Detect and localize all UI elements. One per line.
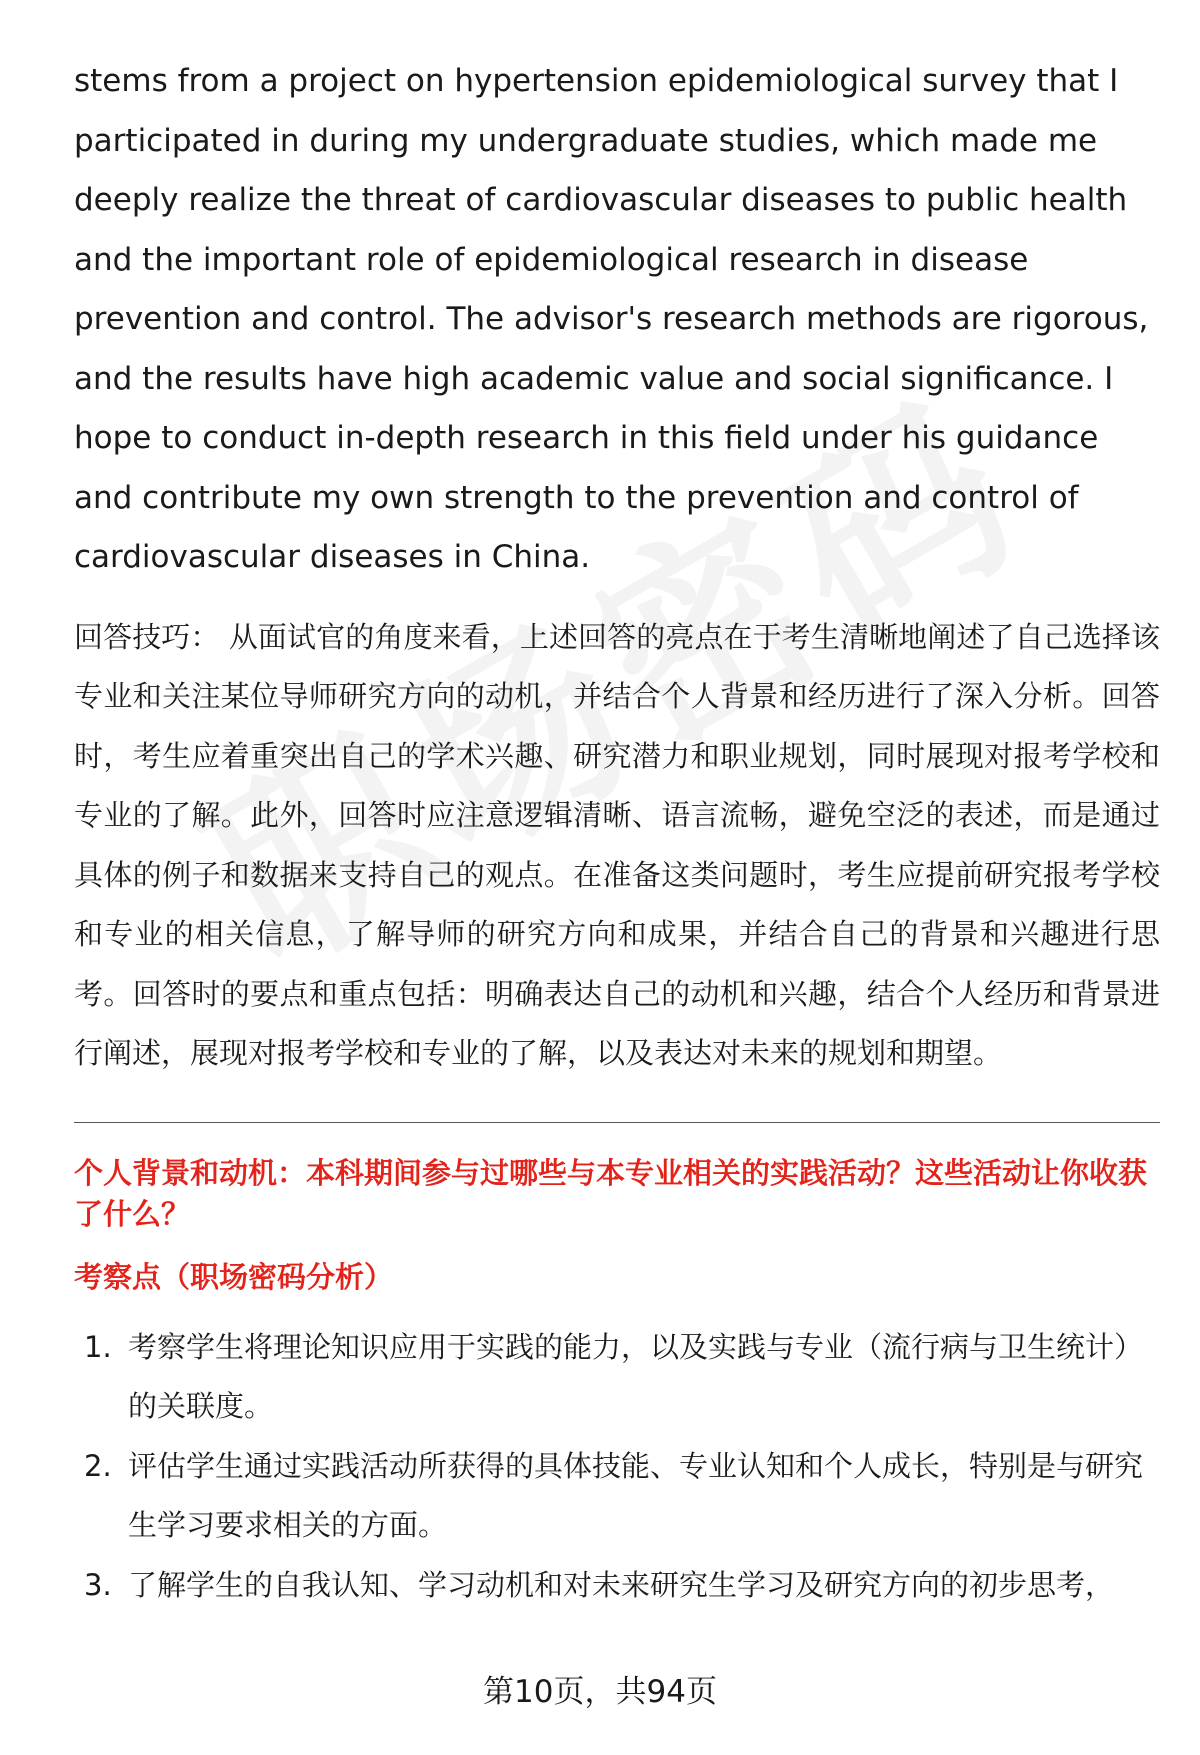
assessment-points-heading: 考察点（职场密码分析） <box>74 1259 394 1294</box>
intro-paragraph: stems from a project on hypertension epidemiological survey that I participated in during my undergraduate studies, which made me deeply realize the threat of cardiovascular diseases to public health and the important role of epidemiological research in disease prevention and control. The advisor's research methods are rigorous, and the results have high academic value and social significance. I hope to conduct in-depth research in this field under his guidance and contribute my own strength to the prevention and control of cardiovascular diseases in China. <box>74 63 1149 575</box>
list-item <box>74 1437 1160 1556</box>
list-number: 1. <box>84 1329 112 1364</box>
list-item-text: 考察学生将理论知识应用于实践的能力，以及实践与专业（流行病与卫生统计）的关联度。 <box>128 1329 1144 1423</box>
list-number: 3. <box>84 1567 112 1602</box>
list-item <box>74 1318 1160 1437</box>
question-heading: 个人背景和动机：本科期间参与过哪些与本专业相关的实践活动？这些活动让你收获了什么？ <box>74 1155 1148 1231</box>
list-item-text: 了解学生的自我认知、学习动机和对未来研究生学习及研究方向的初步思考， <box>128 1567 1115 1602</box>
list-item <box>74 1556 1160 1616</box>
list-number: 2. <box>84 1448 112 1483</box>
section-divider <box>74 1122 1160 1123</box>
assessment-points-list <box>74 1318 1160 1616</box>
list-item-text: 评估学生通过实践活动所获得的具体技能、专业认知和个人成长，特别是与研究生学习要求相关的方面。 <box>128 1448 1144 1542</box>
page-footer: 第10页，共94页 <box>483 1674 717 1710</box>
answer-tips-paragraph: 回答技巧： 从面试官的角度来看，上述回答的亮点在于考生清晰地阐述了自己选择该专业和关注某位导师研究方向的动机，并结合个人背景和经历进行了深入分析。回答时，考生应着重突出自己的学术兴趣、研究潜力和职业规划，同时展现对报考学校和专业的了解。此外，回答时应注意逻辑清晰、语言流畅，避免空泛的表述，而是通过具体的例子和数据来支持自己的观点。在准备这类问题时，考生应提前研究报考学校和专业的相关信息，了解导师的研究方向和成果，并结合自己的背景和兴趣进行思考。回答时的要点和重点包括：明确表达自己的动机和兴趣，结合个人经历和背景进行阐述，展现对报考学校和专业的了解，以及表达对未来的规划和期望。 <box>74 619 1160 1070</box>
page-content <box>74 52 1160 1615</box>
